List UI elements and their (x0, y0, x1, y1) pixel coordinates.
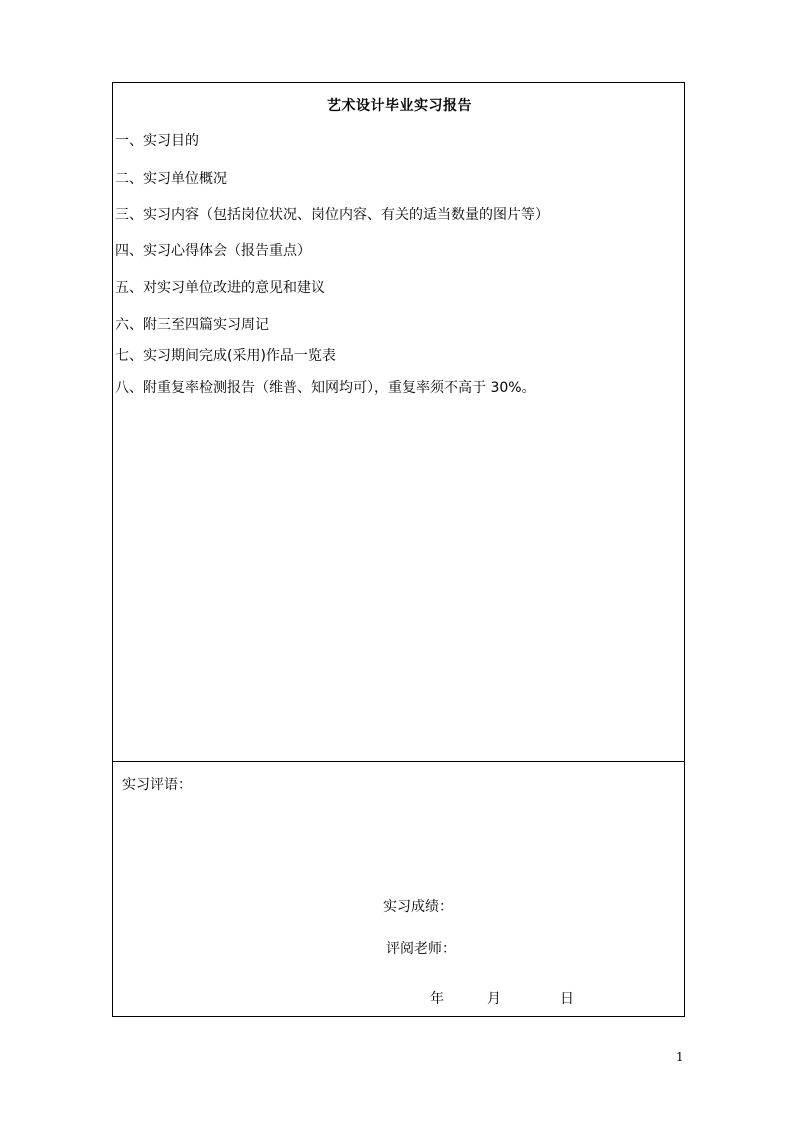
section-divider (113, 761, 684, 762)
reviewer-label: 评阅老师： (386, 941, 456, 957)
outline-item-works-list: 七、实习期间完成(采用)作品一览表 (115, 348, 336, 364)
report-title: 艺术设计毕业实习报告 (327, 98, 472, 114)
report-table (112, 82, 685, 1017)
page-number: 1 (676, 1050, 684, 1064)
outline-item-plagiarism-report: 八、附重复率检测报告（维普、知网均可），重复率须不高于 30%。 (115, 380, 536, 396)
date-day-label: 日 (560, 991, 574, 1007)
outline-item-weekly-notes: 六、附三至四篇实习周记 (115, 317, 269, 333)
outline-item-reflections: 四、实习心得体会（报告重点） (115, 243, 311, 259)
comments-label: 实习评语： (122, 777, 192, 793)
date-year-label: 年 (430, 991, 444, 1007)
outline-item-suggestions: 五、对实习单位改进的意见和建议 (115, 280, 325, 296)
outline-item-content: 三、实习内容（包括岗位状况、岗位内容、有关的适当数量的图片等） (115, 207, 549, 223)
date-month-label: 月 (487, 991, 501, 1007)
grade-label: 实习成绩： (383, 899, 453, 915)
outline-item-purpose: 一、实习目的 (115, 133, 199, 149)
outline-item-unit-overview: 二、实习单位概况 (115, 171, 227, 187)
